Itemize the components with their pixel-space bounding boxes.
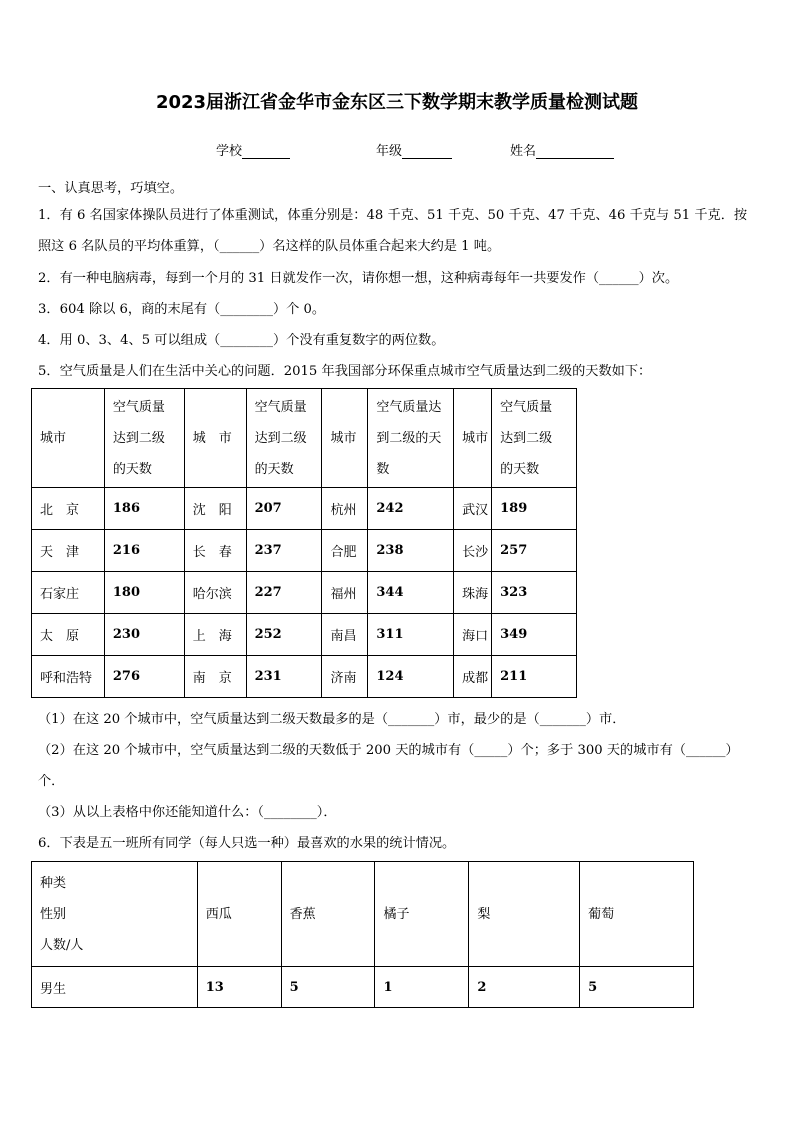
table-row bbox=[32, 488, 577, 530]
school-blank[interactable] bbox=[242, 144, 290, 159]
question-1-line-2: 照这 6 名队员的平均体重算，（______）名这样的队员体重合起来大约是 1 吨。 bbox=[38, 239, 501, 254]
city-cell: 南昌 bbox=[322, 614, 368, 656]
fruit-header-cell: 葡萄 bbox=[580, 862, 694, 967]
table-row bbox=[32, 572, 577, 614]
air-quality-table bbox=[31, 388, 577, 698]
school-label: 学校 bbox=[216, 144, 243, 159]
question-3: 3．604 除以 6，商的末尾有（________）个 0。 bbox=[38, 302, 326, 317]
count-cell: 13 bbox=[197, 967, 281, 1008]
fruit-header-cell: 橘子 bbox=[375, 862, 469, 967]
city-cell: 合肥 bbox=[322, 530, 368, 572]
header-cell: 城 市 bbox=[184, 389, 246, 488]
header-cell: 城市 bbox=[454, 389, 492, 488]
days-cell: 238 bbox=[368, 530, 454, 572]
school-field[interactable] bbox=[216, 140, 290, 159]
days-cell: 231 bbox=[246, 656, 322, 698]
grade-field[interactable] bbox=[376, 140, 452, 159]
name-field[interactable] bbox=[510, 140, 614, 159]
question-4: 4．用 0、3、4、5 可以组成（________）个没有重复数字的两位数。 bbox=[38, 333, 445, 348]
days-cell: 211 bbox=[492, 656, 577, 698]
days-cell: 230 bbox=[104, 614, 184, 656]
city-cell: 呼和浩特 bbox=[32, 656, 105, 698]
days-cell: 216 bbox=[104, 530, 184, 572]
count-cell: 5 bbox=[580, 967, 694, 1008]
table-row bbox=[32, 614, 577, 656]
city-cell: 杭州 bbox=[322, 488, 368, 530]
city-cell: 沈 阳 bbox=[184, 488, 246, 530]
city-cell: 珠海 bbox=[454, 572, 492, 614]
question-5-part-2: （2）在这 20 个城市中，空气质量达到二级的天数低于 200 天的城市有（_____）个；多于 300 天的城市有（______） bbox=[38, 743, 739, 758]
city-cell: 上 海 bbox=[184, 614, 246, 656]
question-5-part-1: （1）在这 20 个城市中，空气质量达到二级天数最多的是（_______）市，最少的是（_______）市． bbox=[38, 712, 626, 727]
table-row bbox=[32, 656, 577, 698]
days-cell: 257 bbox=[492, 530, 577, 572]
section-heading: 一、认真思考，巧填空。 bbox=[38, 181, 184, 196]
days-cell: 344 bbox=[368, 572, 454, 614]
days-cell: 237 bbox=[246, 530, 322, 572]
days-cell: 180 bbox=[104, 572, 184, 614]
question-2: 2．有一种电脑病毒，每到一个月的 31 日就发作一次，请你想一想，这种病毒每年一共要发作（______）次。 bbox=[38, 271, 679, 286]
header-cell: 空气质量达 到二级的天 数 bbox=[368, 389, 454, 488]
question-5-part-3: （3）从以上表格中你还能知道什么：（________）． bbox=[38, 805, 337, 820]
days-cell: 311 bbox=[368, 614, 454, 656]
page-title: 2023届浙江省金华市金东区三下数学期末教学质量检测试题 bbox=[155, 92, 639, 113]
city-cell: 武汉 bbox=[454, 488, 492, 530]
city-cell: 南 京 bbox=[184, 656, 246, 698]
header-cell: 空气质量 达到二级 的天数 bbox=[492, 389, 577, 488]
days-cell: 189 bbox=[492, 488, 577, 530]
count-cell: 1 bbox=[375, 967, 469, 1008]
corner-header-cell: 种类 性别 人数/人 bbox=[32, 862, 198, 967]
fruit-header-cell: 梨 bbox=[469, 862, 580, 967]
days-cell: 207 bbox=[246, 488, 322, 530]
fruit-header-cell: 西瓜 bbox=[197, 862, 281, 967]
question-5-part-2-cont: 个． bbox=[38, 774, 65, 789]
name-blank[interactable] bbox=[536, 144, 614, 159]
days-cell: 252 bbox=[246, 614, 322, 656]
city-cell: 成都 bbox=[454, 656, 492, 698]
count-cell: 2 bbox=[469, 967, 580, 1008]
question-1-line-1: 1．有 6 名国家体操队员进行了体重测试，体重分别是：48 千克、51 千克、50 千克、47 千克、46 千克与 51 千克．按 bbox=[38, 208, 748, 223]
table-row bbox=[32, 967, 694, 1008]
days-cell: 186 bbox=[104, 488, 184, 530]
city-cell: 太 原 bbox=[32, 614, 105, 656]
name-label: 姓名 bbox=[510, 144, 537, 159]
city-cell: 长 春 bbox=[184, 530, 246, 572]
city-cell: 济南 bbox=[322, 656, 368, 698]
row-label-cell: 男生 bbox=[32, 967, 198, 1008]
city-cell: 哈尔滨 bbox=[184, 572, 246, 614]
city-cell: 北 京 bbox=[32, 488, 105, 530]
header-cell: 空气质量 达到二级 的天数 bbox=[246, 389, 322, 488]
city-cell: 长沙 bbox=[454, 530, 492, 572]
header-cell: 空气质量 达到二级 的天数 bbox=[104, 389, 184, 488]
city-cell: 天 津 bbox=[32, 530, 105, 572]
days-cell: 349 bbox=[492, 614, 577, 656]
fruit-header-cell: 香蕉 bbox=[281, 862, 375, 967]
grade-blank[interactable] bbox=[402, 144, 452, 159]
city-cell: 海口 bbox=[454, 614, 492, 656]
header-cell: 城市 bbox=[32, 389, 105, 488]
days-cell: 323 bbox=[492, 572, 577, 614]
count-cell: 5 bbox=[281, 967, 375, 1008]
city-cell: 福州 bbox=[322, 572, 368, 614]
days-cell: 242 bbox=[368, 488, 454, 530]
table-header-row bbox=[32, 389, 577, 488]
fruit-table bbox=[31, 861, 694, 1008]
city-cell: 石家庄 bbox=[32, 572, 105, 614]
days-cell: 227 bbox=[246, 572, 322, 614]
question-6: 6．下表是五一班所有同学（每人只选一种）最喜欢的水果的统计情况。 bbox=[38, 836, 456, 851]
question-5: 5．空气质量是人们在生活中关心的问题．2015 年我国部分环保重点城市空气质量达到二级的天数如下： bbox=[38, 364, 652, 379]
days-cell: 124 bbox=[368, 656, 454, 698]
header-cell: 城市 bbox=[322, 389, 368, 488]
grade-label: 年级 bbox=[376, 144, 403, 159]
days-cell: 276 bbox=[104, 656, 184, 698]
table-header-row bbox=[32, 862, 694, 967]
table-row bbox=[32, 530, 577, 572]
